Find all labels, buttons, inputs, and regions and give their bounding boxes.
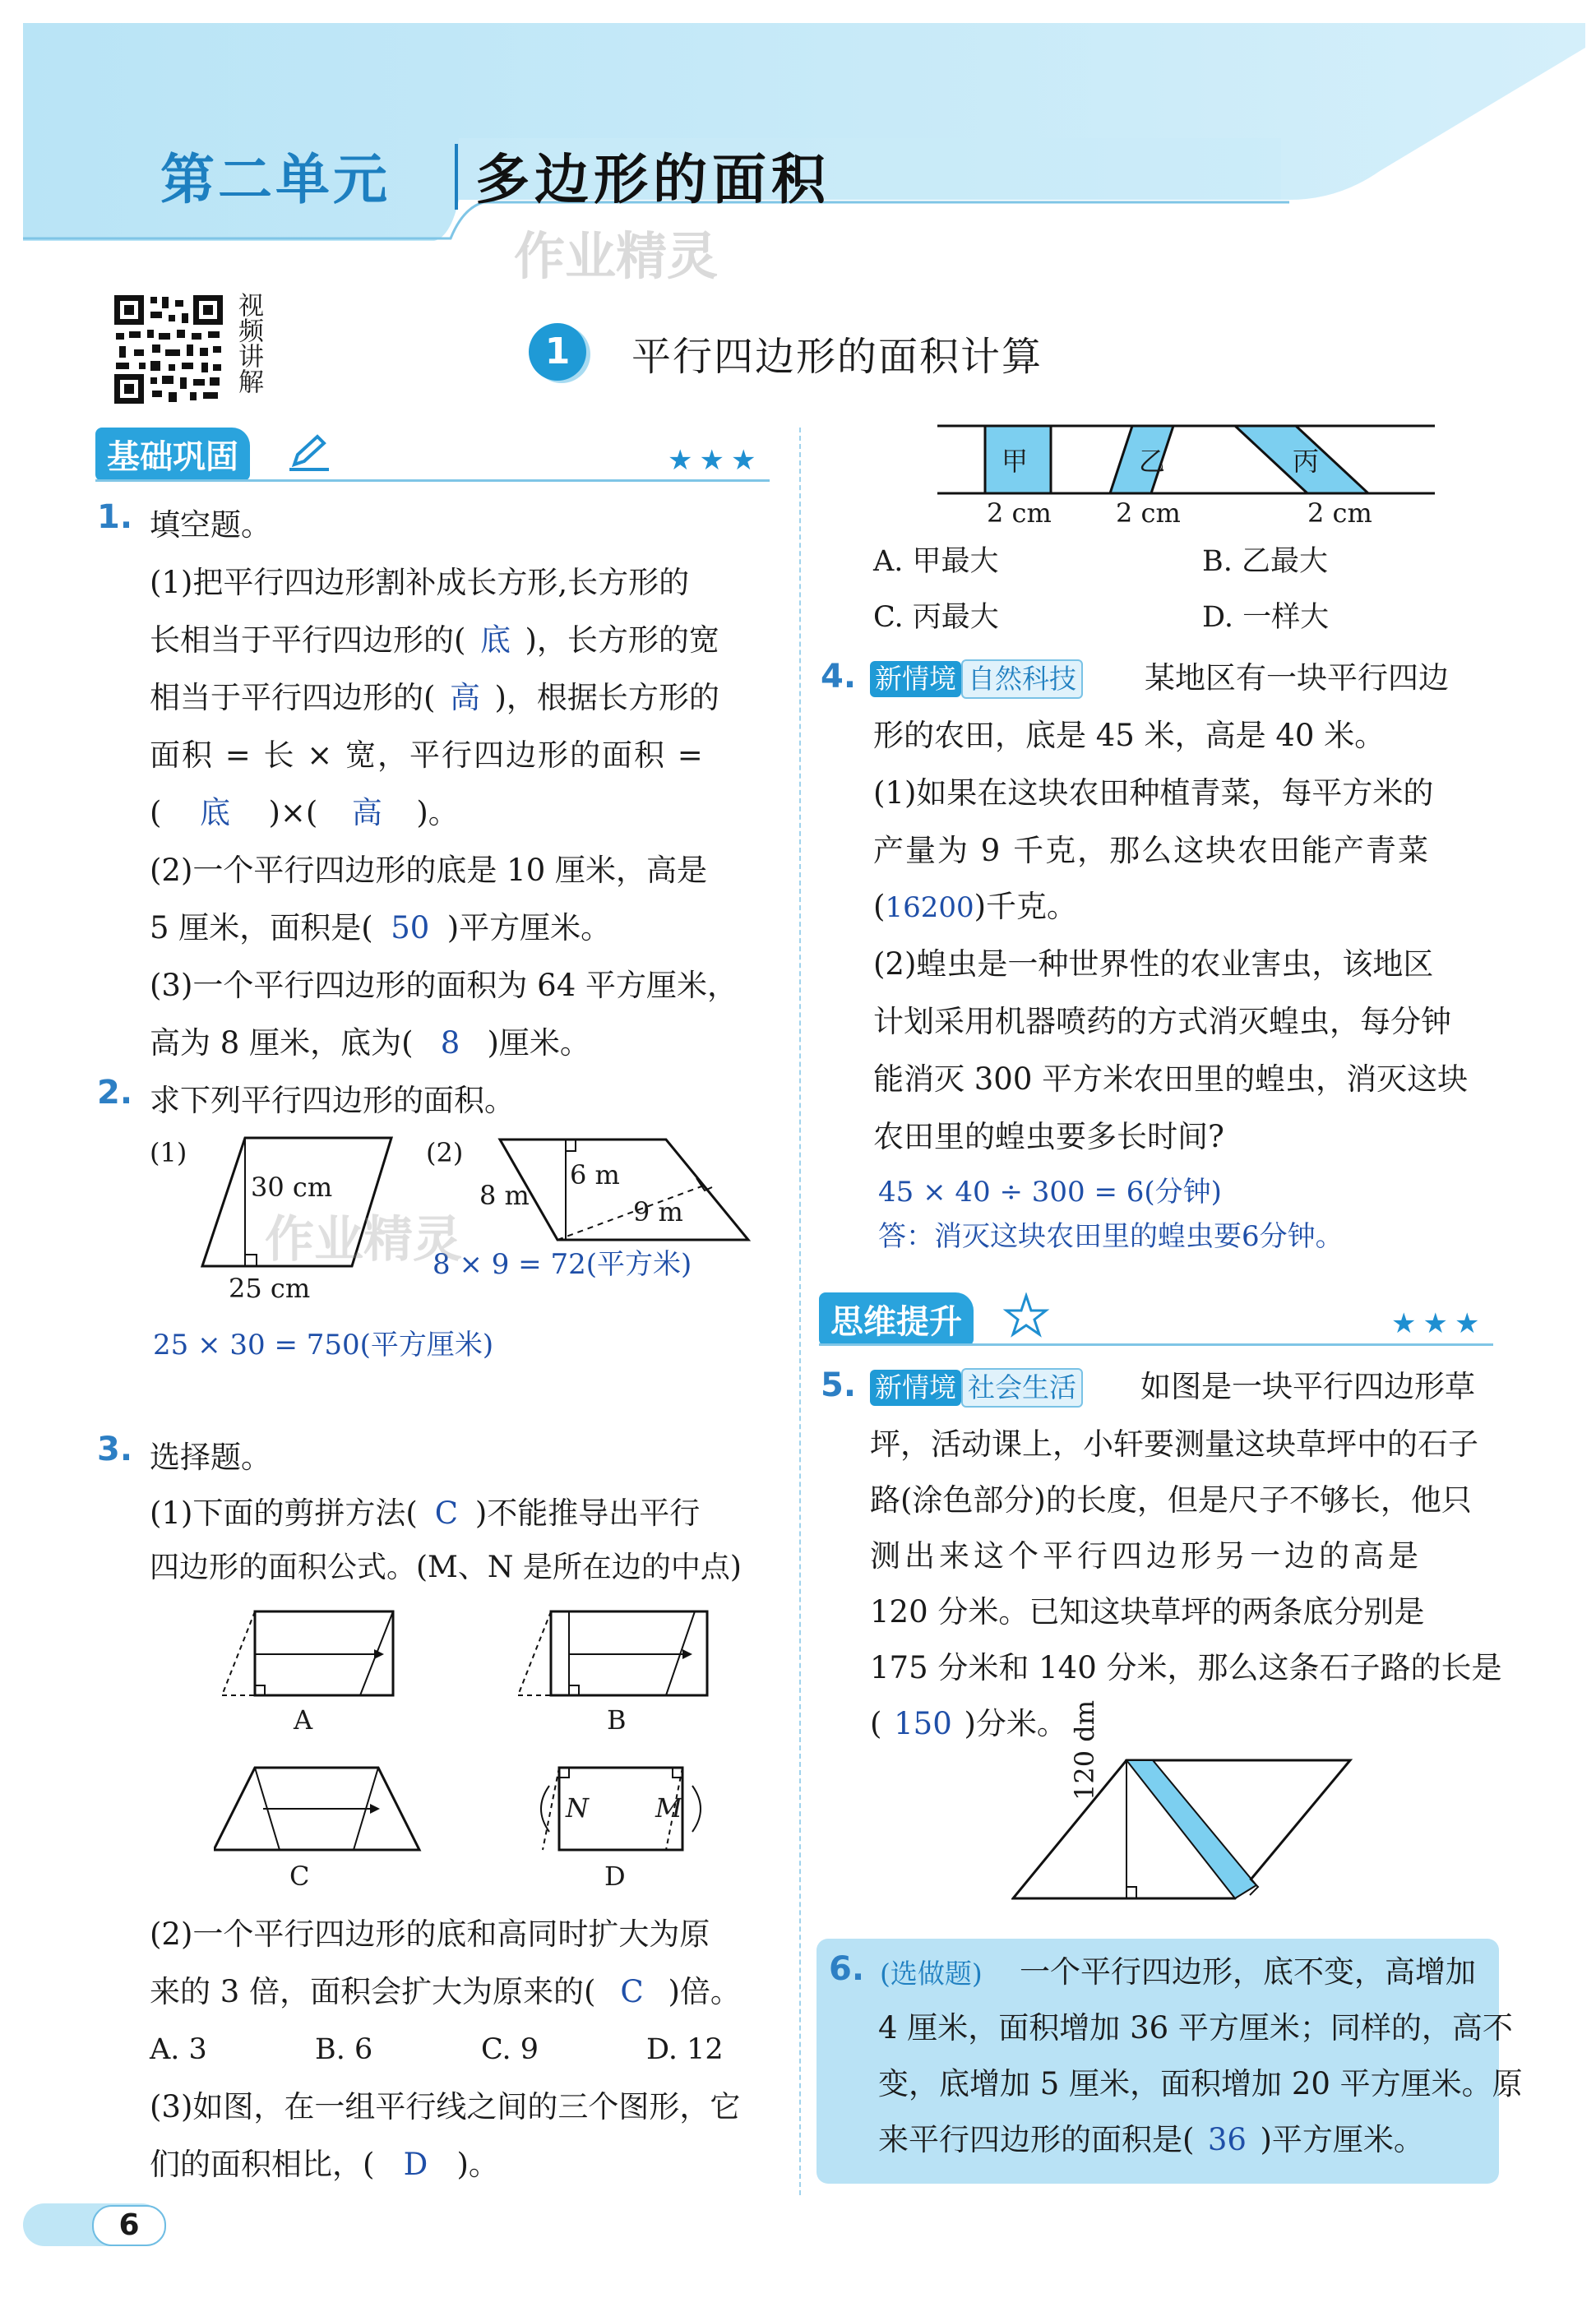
- q5-line6: 175 分米和 140 分米，那么这条石子路的长是: [870, 1650, 1502, 1685]
- q3-p1-line1: [150, 1485, 700, 1542]
- q3-fig-label-a: A: [294, 1704, 313, 1736]
- q4-line4: 产量为 9 千克，那么这块农田能产青菜: [873, 833, 1431, 868]
- q4-tags: [870, 659, 1083, 699]
- section-advanced-header: 思维提升: [819, 1292, 974, 1346]
- q2-fig1-answer: 25 × 30 = 750(平方厘米): [153, 1329, 494, 1362]
- pencil-icon: [288, 432, 331, 476]
- q1-text: 长相当于平行四边形的(: [150, 622, 466, 658]
- q1-text: 相当于平行四边形的(: [150, 680, 436, 715]
- q5-tags: [870, 1368, 1083, 1408]
- q4-line9: 农田里的蝗虫要多长时间?: [873, 1119, 1224, 1154]
- q2-fig2-height: 6 m: [570, 1159, 620, 1190]
- q3-text: )不能推导出平行: [474, 1496, 701, 1531]
- q4-line3: (1)如果在这块农田种植青菜，每平方米的: [873, 775, 1434, 811]
- lawn-path-figure: [1011, 1755, 1357, 1903]
- q3-mark-m: M: [655, 1792, 682, 1824]
- q3-p2-line2: [150, 1963, 741, 2021]
- q5-text: (: [870, 1706, 882, 1741]
- q4-number: 4.: [821, 658, 857, 696]
- q2-fig1-base: 25 cm: [229, 1273, 311, 1304]
- q3-text: 来的 3 倍，面积会扩大为原来的(: [150, 1974, 596, 2009]
- q1-text: )平方厘米。: [446, 910, 612, 945]
- q3-base-3: 2 cm: [1307, 497, 1372, 529]
- page-number-badge: [92, 2205, 166, 2246]
- q1-text: )，根据长方形的: [494, 680, 719, 715]
- q6-line1: 一个平行四边形，底不变，高增加: [1020, 1954, 1476, 1990]
- q5-line4: 测出来这个平行四边形另一边的高是: [870, 1538, 1423, 1574]
- q5-line3: 路(涂色部分)的长度，但是尺子不够长，他只: [870, 1482, 1472, 1518]
- section-advanced-underline: [819, 1343, 1493, 1346]
- q5-answer: 150: [894, 1706, 952, 1741]
- q4-tag-science: 自然科技: [961, 659, 1083, 699]
- q5-text: )分米。: [964, 1706, 1067, 1741]
- q3-p3-option-c[interactable]: C. 丙最大: [873, 601, 999, 634]
- q4-text: )千克。: [974, 889, 1078, 924]
- q4-line2: 形的农田，底是 45 米，高是 40 米。: [873, 718, 1386, 753]
- section-advanced-stars: ★★★: [1391, 1307, 1487, 1340]
- q1-text: 5 厘米，面积是(: [150, 910, 373, 945]
- q5-line2: 坪，活动课上，小轩要测量这块草坪中的石子: [870, 1426, 1478, 1462]
- q3-p2-line1: (2)一个平行四边形的底和高同时扩大为原: [150, 1916, 710, 1952]
- section-basic-underline: [95, 479, 770, 482]
- q1-answer-base-3: 8: [440, 1025, 460, 1061]
- figure-b: [518, 1611, 707, 1695]
- q3-text: 们的面积相比，(: [150, 2147, 375, 2182]
- q1-p1-line4: 面积 = 长 × 宽，平行四边形的面积 =: [150, 737, 705, 773]
- qr-icon: [111, 292, 226, 407]
- q3-text: (1)下面的剪拼方法(: [150, 1496, 418, 1531]
- q2-title: 求下列平行四边形的面积。: [150, 1083, 515, 1118]
- q3-fig-label-c: C: [289, 1861, 310, 1892]
- q3-shape-yi: 乙: [1139, 446, 1166, 477]
- q5-figure: [1011, 1755, 1357, 1907]
- q4-line8: 能消灭 300 平方米农田里的蝗虫，消灭这块: [873, 1061, 1469, 1097]
- q4-line1: 某地区有一块平行四边: [1145, 660, 1449, 696]
- unit-title: 多边形的面积: [475, 148, 830, 211]
- section-basic-stars: ★★★: [668, 444, 763, 477]
- q6-number: 6.: [829, 1950, 865, 1988]
- q2-fig2-side: 8 m: [479, 1180, 530, 1211]
- q2-fig2-label: (2): [426, 1137, 464, 1168]
- q3-p3-option-a[interactable]: A. 甲最大: [873, 545, 999, 578]
- q4-text: (: [873, 889, 886, 924]
- q3-p3-option-d[interactable]: D. 一样大: [1202, 601, 1330, 634]
- q1-text: )厘米。: [487, 1025, 590, 1061]
- sparkle-icon: [1002, 1292, 1051, 1342]
- q3-answer-2: C: [620, 1974, 644, 2009]
- q3-p2-option-b[interactable]: B. 6: [315, 2033, 373, 2066]
- q2-fig2-diag: 9 m: [633, 1196, 683, 1227]
- watermark-2: 作业精灵: [265, 1211, 462, 1269]
- q1-p1-line2: [150, 612, 719, 669]
- q1-answer-height: 高: [449, 680, 480, 715]
- header-divider: [455, 144, 458, 210]
- q5-number: 5.: [821, 1366, 857, 1404]
- q3-answer-3: D: [403, 2147, 428, 2182]
- q1-text: )×(: [268, 795, 318, 830]
- q2-fig1-label: (1): [150, 1137, 187, 1168]
- q5-tag-new-context: 新情境: [870, 1370, 961, 1406]
- q3-fig-label-d: D: [604, 1861, 626, 1892]
- q6-text: 来平行四边形的面积是(: [878, 2122, 1195, 2157]
- q6-line4: [878, 2111, 1424, 2169]
- q3-p3-option-b[interactable]: B. 乙最大: [1202, 545, 1328, 578]
- q1-text: )，长方形的宽: [525, 622, 719, 658]
- lesson-number-badge: [529, 323, 586, 381]
- q1-p1-line3: [150, 669, 719, 727]
- q3-p3-line2: [150, 2136, 499, 2194]
- q6-text: )平方厘米。: [1260, 2122, 1424, 2157]
- section-basic-header: 基础巩固: [95, 428, 250, 481]
- lesson-title: 平行四边形的面积计算: [631, 334, 1043, 380]
- q1-answer-base-2: 底: [199, 795, 230, 830]
- q4-line6: (2)蝗虫是一种世界性的农业害虫，该地区: [873, 946, 1434, 982]
- q1-p1-line5: [150, 784, 459, 842]
- q4-answer-3: 答：消灭这块农田里的蝗虫要6分钟。: [878, 1220, 1344, 1253]
- q3-p2-option-d[interactable]: D. 12: [646, 2033, 724, 2066]
- q1-p3-line2: [150, 1015, 590, 1072]
- parallelogram-2-figure: [493, 1135, 756, 1250]
- q4-answer-1: 16200: [885, 891, 974, 924]
- q3-title: 选择题。: [150, 1440, 271, 1475]
- q3-fig-label-b: B: [607, 1704, 627, 1736]
- q6-tag: (选做题): [880, 1958, 983, 1990]
- q3-shape-jia: 甲: [1002, 446, 1029, 477]
- qr-label: 视频讲解: [234, 292, 263, 394]
- q3-number: 3.: [97, 1431, 133, 1468]
- q2-fig2: [493, 1135, 756, 1253]
- q1-text: 高为 8 厘米，底为(: [150, 1025, 414, 1061]
- q3-text: )。: [456, 2147, 499, 2182]
- q4-line7: 计划采用机器喷药的方式消灭蝗虫，每分钟: [873, 1004, 1451, 1039]
- q5-line5: 120 分米。已知这块草坪的两条底分别是: [870, 1594, 1425, 1630]
- q3-cut-figures: [214, 1603, 740, 1894]
- q3-answer-1: C: [434, 1496, 459, 1531]
- unit-label: 第二单元: [160, 148, 391, 211]
- q5-height-label: 120 dm: [1069, 1699, 1100, 1801]
- q1-text: (: [150, 795, 162, 830]
- q1-answer-area: 50: [391, 910, 430, 945]
- q3-text: )倍。: [668, 1974, 741, 2009]
- q5-tag-social-life: 社会生活: [961, 1368, 1083, 1408]
- q1-p2-line1: (2)一个平行四边形的底是 10 厘米，高是: [150, 853, 708, 888]
- q4-answer-2: 45 × 40 ÷ 300 = 6(分钟): [878, 1176, 1222, 1209]
- page-number: 6: [118, 2208, 140, 2242]
- q1-title: 填空题。: [150, 507, 271, 543]
- q5-line1: 如图是一块平行四边形草: [1140, 1369, 1475, 1404]
- figure-c: [214, 1768, 419, 1850]
- q2-number: 2.: [97, 1074, 133, 1112]
- q3-p2-option-c[interactable]: C. 9: [481, 2033, 539, 2066]
- q6-line2: 4 厘米，面积增加 36 平方厘米；同样的，高不: [878, 2010, 1513, 2046]
- q1-p1-line1: (1)把平行四边形割补成长方形,长方形的: [150, 565, 690, 600]
- q3-base-2: 2 cm: [1116, 497, 1181, 529]
- q3-mark-n: N: [566, 1792, 589, 1824]
- lesson-number: 1: [544, 331, 571, 372]
- q6-answer: 36: [1207, 2122, 1247, 2157]
- q1-p3-line1: (3)一个平行四边形的面积为 64 平方厘米，: [150, 968, 738, 1003]
- figure-a: [222, 1611, 393, 1695]
- q1-answer-height-2: 高: [351, 795, 382, 830]
- cut-paste-figures: [214, 1603, 740, 1891]
- q1-number: 1.: [97, 498, 133, 536]
- q1-p2-line2: [150, 899, 611, 957]
- q4-tag-new-context: 新情境: [870, 661, 961, 697]
- q5-line7: [870, 1695, 1067, 1753]
- q3-p1-line2: 四边形的面积公式。(M、N 是所在边的中点): [150, 1551, 742, 1584]
- q3-base-1: 2 cm: [987, 497, 1052, 529]
- q2-fig1-height: 30 cm: [251, 1172, 333, 1203]
- q3-p3-line1: (3)如图，在一组平行线之间的三个图形，它: [150, 2089, 741, 2124]
- qr-code[interactable]: [111, 292, 226, 407]
- q1-text: )。: [416, 795, 459, 830]
- q3-shape-bing: 丙: [1293, 446, 1320, 477]
- q2-fig2-answer: 8 × 9 = 72(平方米): [433, 1248, 692, 1281]
- q4-line5: [873, 878, 1077, 936]
- q3-p2-option-a[interactable]: A. 3: [150, 2033, 207, 2066]
- q1-answer-base: 底: [479, 622, 511, 658]
- column-divider: [799, 428, 801, 2195]
- q6-line3: 变，底增加 5 厘米，面积增加 20 平方厘米。原: [878, 2066, 1523, 2101]
- watermark: 作业精灵: [514, 226, 719, 286]
